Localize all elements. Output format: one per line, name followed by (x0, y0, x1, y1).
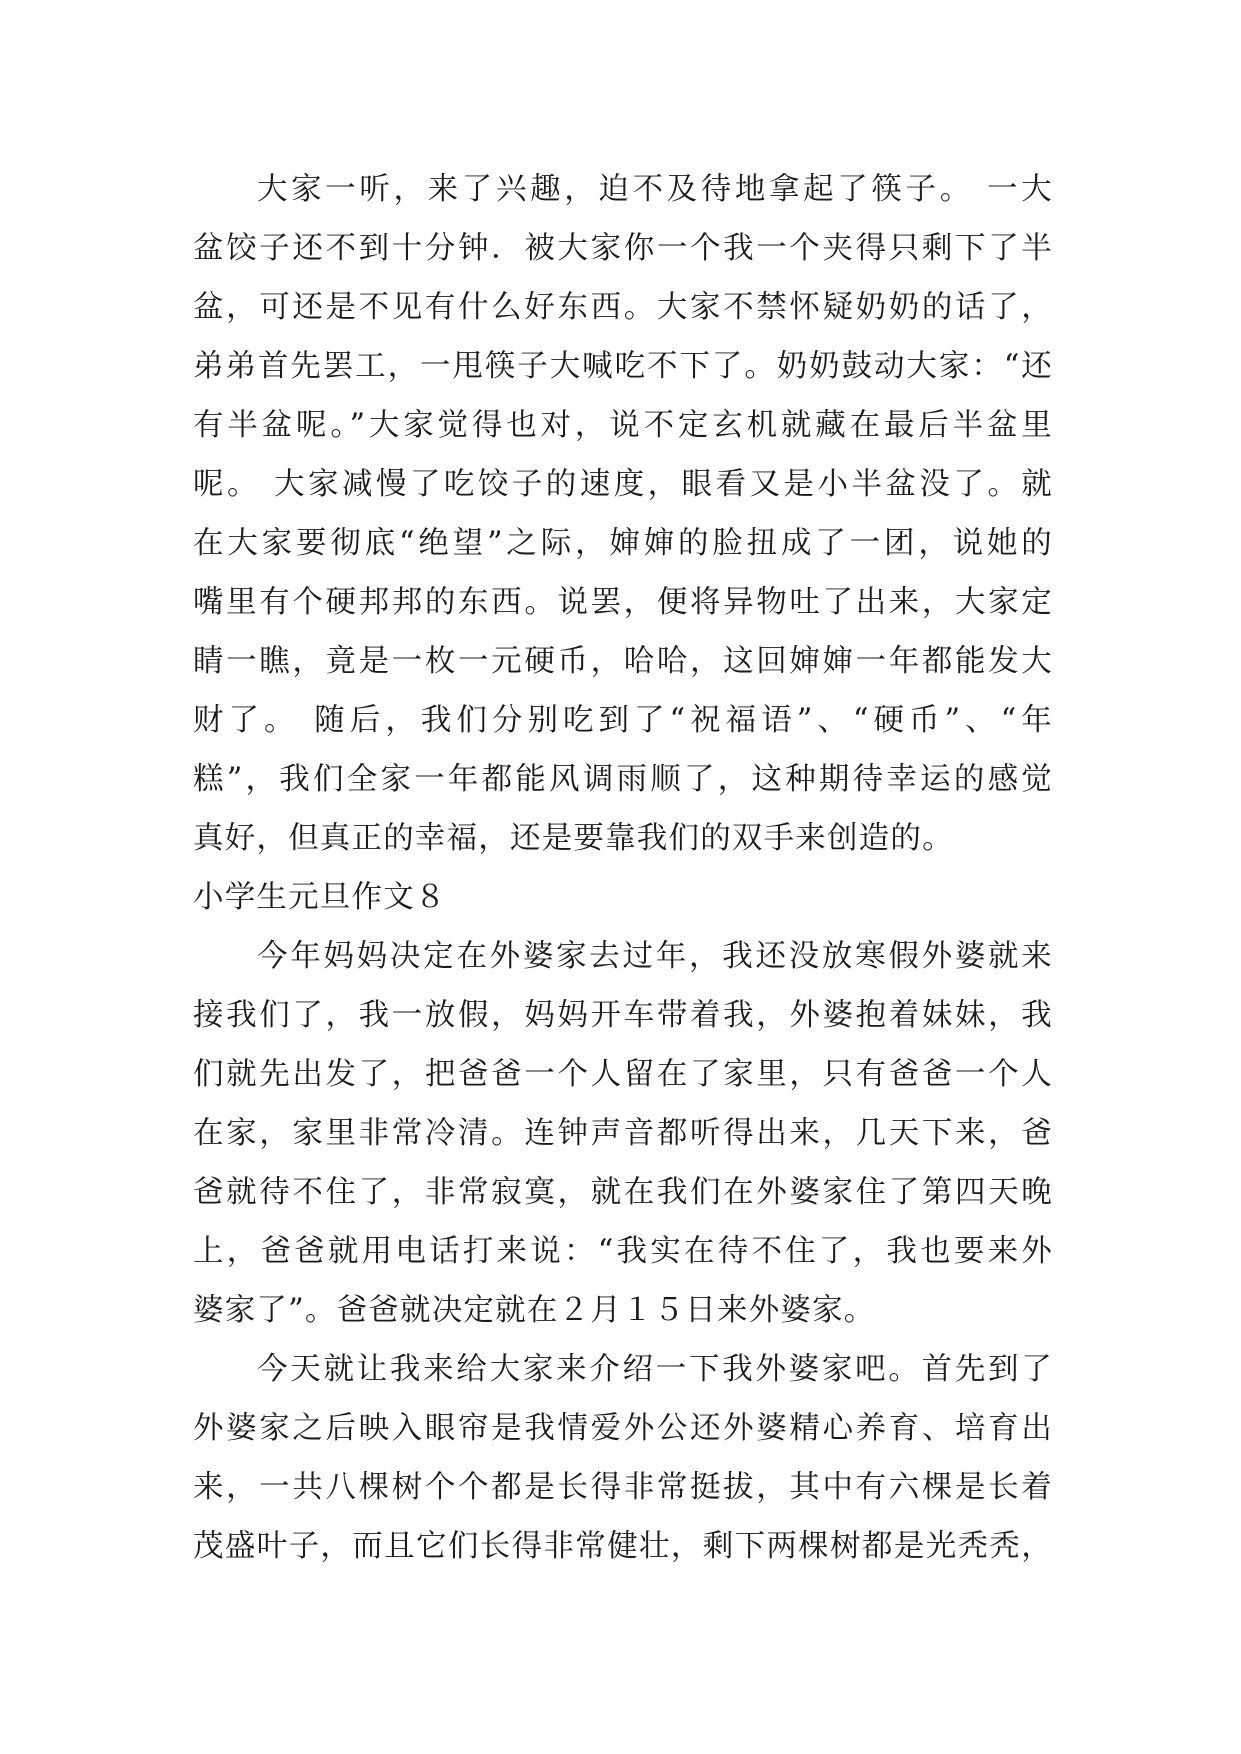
paragraph-line: 爸就待不住了，非常寂寞，就在我们在外婆家住了第四天晚 (193, 1175, 1053, 1210)
paragraph-line: 有半盆呢。”大家觉得也对，说不定玄机就藏在最后半盆里 (193, 408, 1053, 443)
paragraph-line: 弟弟首先罢工，一甩筷子大喊吃不下了。奶奶鼓动大家：“还 (193, 349, 1053, 384)
paragraph-line: 今天就让我来给大家来介绍一下我外婆家吧。首先到了 (257, 1352, 1053, 1387)
paragraph-line: 在大家要彻底“绝望”之际，婶婶的脸扭成了一团，说她的 (193, 526, 1053, 561)
paragraph-line: 今年妈妈决定在外婆家去过年，我还没放寒假外婆就来 (257, 939, 1053, 974)
paragraph-line: 接我们了，我一放假，妈妈开车带着我，外婆抱着妹妹，我 (193, 998, 1053, 1033)
paragraph-line: 大家一听，来了兴趣，迫不及待地拿起了筷子。 一大 (257, 172, 1053, 207)
paragraph-line: 盆饺子还不到十分钟．被大家你一个我一个夹得只剩下了半 (193, 231, 1053, 266)
paragraph-line: 婆家了”。爸爸就决定就在２月１５日来外婆家。 (193, 1293, 876, 1328)
paragraph-line: 在家，家里非常冷清。连钟声音都听得出来，几天下来，爸 (193, 1116, 1053, 1151)
paragraph-line: 们就先出发了，把爸爸一个人留在了家里，只有爸爸一个人 (193, 1057, 1053, 1092)
paragraph-line: 财了。 随后，我们分别吃到了“祝福语”、“硬币”、“年 (193, 703, 1053, 738)
document-body (193, 160, 1053, 1576)
paragraph-line: 茂盛叶子，而且它们长得非常健壮，剩下两棵树都是光秃秃， (193, 1529, 1053, 1564)
paragraph-line: 呢。 大家减慢了吃饺子的速度，眼看又是小半盆没了。就 (193, 467, 1053, 502)
section-heading: 小学生元旦作文８ (193, 880, 447, 915)
paragraph-line: 睛一瞧，竟是一枚一元硬币，哈哈，这回婶婶一年都能发大 (193, 644, 1053, 679)
paragraph-line: 真好，但真正的幸福，还是要靠我们的双手来创造的。 (193, 821, 954, 856)
paragraph-line: 外婆家之后映入眼帘是我情爱外公还外婆精心养育、培育出 (193, 1411, 1053, 1446)
paragraph-line: 盆，可还是不见有什么好东西。大家不禁怀疑奶奶的话了， (193, 290, 1053, 325)
paragraph-line: 嘴里有个硬邦邦的东西。说罢，便将异物吐了出来，大家定 (193, 585, 1053, 620)
paragraph-line: 来，一共八棵树个个都是长得非常挺拔，其中有六棵是长着 (193, 1470, 1053, 1505)
paragraph-line: 糕”，我们全家一年都能风调雨顺了，这种期待幸运的感觉 (193, 762, 1053, 797)
paragraph-line: 上，爸爸就用电话打来说：“我实在待不住了，我也要来外 (193, 1234, 1053, 1269)
